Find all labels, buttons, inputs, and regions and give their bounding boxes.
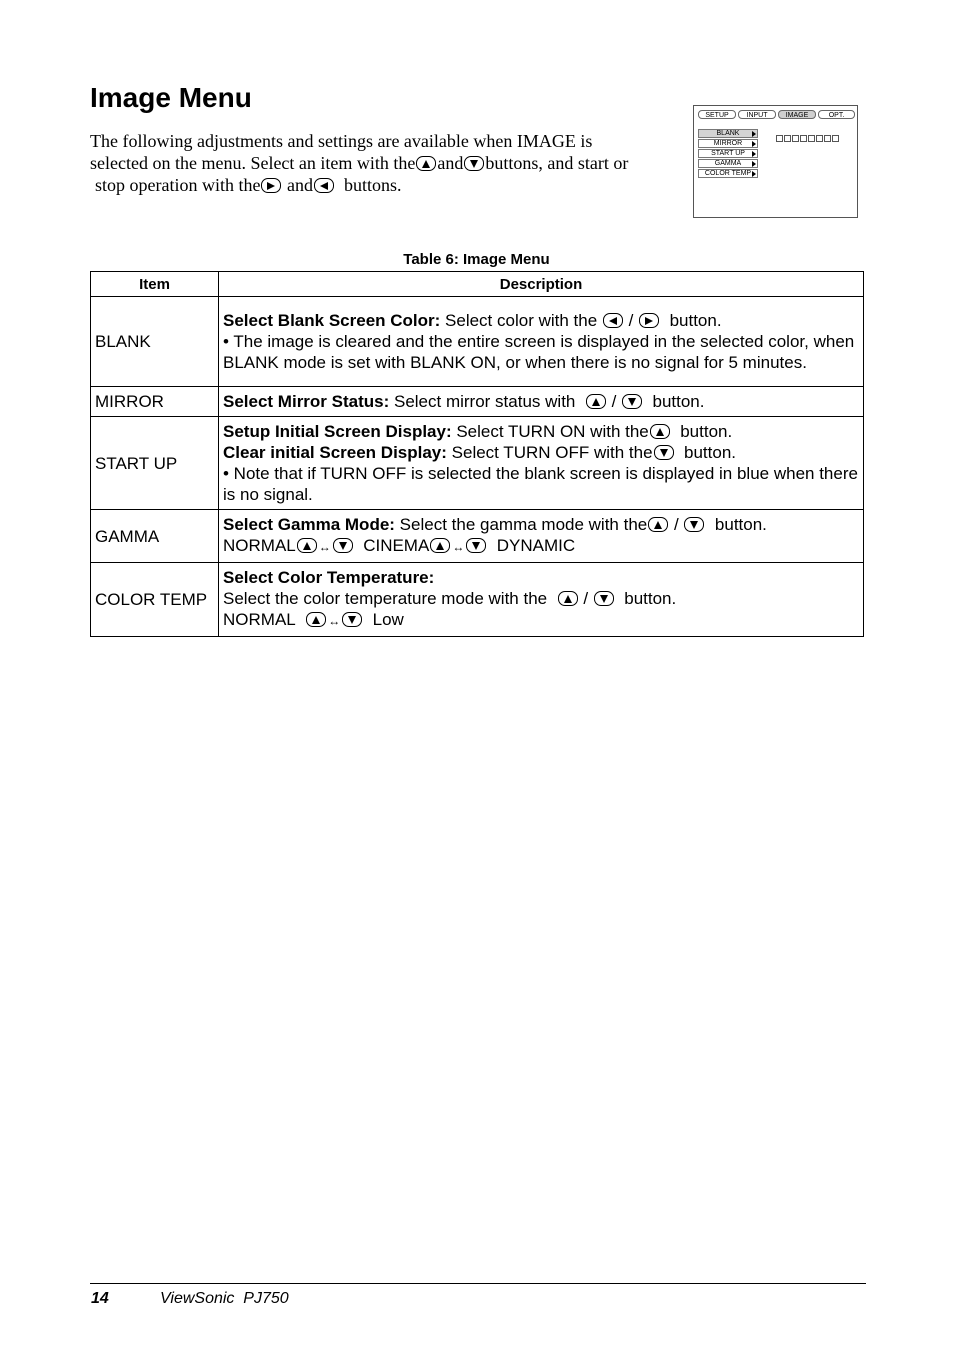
desc-bold: Select Color Temperature: xyxy=(223,568,435,587)
desc-bold: Select Gamma Mode: xyxy=(223,515,395,534)
row-description xyxy=(219,563,864,637)
intro-text: buttons. xyxy=(343,175,402,195)
intro-text: buttons, and start or xyxy=(485,153,629,173)
desc-line xyxy=(223,310,859,331)
osd-item-blank: BLANK xyxy=(698,129,758,138)
swatch xyxy=(832,135,839,142)
header-item: Item xyxy=(91,272,219,297)
desc-text: Select mirror status with xyxy=(389,392,576,411)
down-button-icon xyxy=(684,517,704,532)
osd-item-start-up: START UP xyxy=(698,149,758,158)
mode-label: Low xyxy=(372,610,404,629)
swatch xyxy=(808,135,815,142)
right-button-icon xyxy=(261,178,281,193)
up-button-icon xyxy=(430,538,450,553)
page-number: 14 xyxy=(91,1290,109,1307)
down-button-icon xyxy=(622,394,642,409)
intro-line-1: The following adjustments and settings are available when IMAGE is xyxy=(90,131,593,151)
table-row xyxy=(91,563,864,637)
table-row xyxy=(91,510,864,563)
table-row xyxy=(91,297,864,387)
intro-text: stop operation with the xyxy=(95,175,261,195)
row-description xyxy=(219,510,864,563)
separator: / xyxy=(628,311,634,330)
table-row xyxy=(91,387,864,417)
mode-label: NORMAL xyxy=(223,536,296,555)
down-button-icon xyxy=(654,445,674,460)
desc-bold: Select Blank Screen Color: xyxy=(223,311,441,330)
desc-text: Select TURN OFF with the xyxy=(446,443,653,462)
mode-label: DYNAMIC xyxy=(496,536,576,555)
osd-item-color-temp: COLOR TEMP xyxy=(698,169,758,178)
desc-text: button. xyxy=(669,311,722,330)
up-button-icon xyxy=(648,517,668,532)
left-button-icon xyxy=(603,313,623,328)
row-item-start-up: START UP xyxy=(91,417,219,510)
desc-line xyxy=(223,391,859,412)
desc-note: • Note that if TURN OFF is selected the blank screen is displayed in blue when there is no signal. xyxy=(223,464,858,504)
osd-tab-image: IMAGE xyxy=(778,110,816,119)
table-caption: Table 6: Image Menu xyxy=(403,251,550,268)
osd-items xyxy=(698,129,758,179)
swatch xyxy=(800,135,807,142)
footer-brand: ViewSonic PJ750 xyxy=(160,1290,289,1307)
separator: / xyxy=(673,515,679,534)
desc-text: button. xyxy=(714,515,767,534)
osd-tabs xyxy=(698,110,853,120)
down-button-icon xyxy=(333,538,353,553)
separator: / xyxy=(583,589,589,608)
desc-bold: Select Mirror Status: xyxy=(223,392,390,411)
up-button-icon xyxy=(650,424,670,439)
desc-line xyxy=(223,514,859,535)
osd-item-gamma: GAMMA xyxy=(698,159,758,168)
osd-tab-setup: SETUP xyxy=(698,110,736,119)
desc-text: button. xyxy=(680,422,733,441)
row-description xyxy=(219,297,864,387)
up-button-icon xyxy=(586,394,606,409)
down-button-icon xyxy=(342,612,362,627)
row-description xyxy=(219,417,864,510)
intro-line-3 xyxy=(90,174,680,196)
desc-line xyxy=(223,535,859,558)
up-button-icon xyxy=(558,591,578,606)
desc-text: Select TURN ON with the xyxy=(451,422,649,441)
osd-menu-illustration xyxy=(693,105,858,218)
swatch xyxy=(776,135,783,142)
mode-label: CINEMA xyxy=(363,536,430,555)
desc-text: button. xyxy=(624,589,677,608)
desc-text: Select the color temperature mode with the xyxy=(223,589,548,608)
mode-label: NORMAL xyxy=(223,610,296,629)
left-button-icon xyxy=(314,178,334,193)
desc-text: Select color with the xyxy=(440,311,598,330)
intro-text: and xyxy=(437,153,464,173)
swatch xyxy=(816,135,823,142)
row-item-blank: BLANK xyxy=(91,297,219,387)
row-item-gamma: GAMMA xyxy=(91,510,219,563)
intro-text: selected on the menu. Select an item with the xyxy=(90,153,416,173)
intro-line-2 xyxy=(90,152,680,174)
osd-item-mirror: MIRROR xyxy=(698,139,758,148)
down-button-icon xyxy=(594,591,614,606)
osd-tab-input: INPUT xyxy=(738,110,776,119)
intro-paragraph xyxy=(90,130,680,196)
row-description xyxy=(219,387,864,417)
swatch xyxy=(792,135,799,142)
double-arrow-icon: ↔ xyxy=(318,540,331,554)
desc-bold: Setup Initial Screen Display: xyxy=(223,422,452,441)
header-description: Description xyxy=(219,272,864,297)
desc-line xyxy=(223,421,859,442)
desc-text: button. xyxy=(652,392,705,411)
desc-line xyxy=(223,609,859,632)
desc-line xyxy=(223,442,859,463)
up-button-icon xyxy=(416,156,436,171)
desc-line xyxy=(223,588,859,609)
table-header-row xyxy=(91,272,864,297)
desc-note: • The image is cleared and the entire screen is displayed in the selected color, when BLANK mode is set with BLANK ON, or when there is no signal for 5 minutes. xyxy=(223,332,855,372)
double-arrow-icon: ↔ xyxy=(452,540,465,554)
image-menu-table xyxy=(90,271,864,637)
right-button-icon xyxy=(639,313,659,328)
separator: / xyxy=(611,392,617,411)
osd-tab-opt: OPT. xyxy=(818,110,855,119)
row-item-mirror: MIRROR xyxy=(91,387,219,417)
desc-bold: Clear initial Screen Display: xyxy=(223,443,447,462)
swatch xyxy=(824,135,831,142)
swatch xyxy=(784,135,791,142)
desc-text: Select the gamma mode with the xyxy=(394,515,648,534)
desc-line xyxy=(223,567,859,588)
down-button-icon xyxy=(464,156,484,171)
intro-text: and xyxy=(286,175,313,195)
table-row xyxy=(91,417,864,510)
footer-rule xyxy=(90,1283,866,1284)
up-button-icon xyxy=(297,538,317,553)
osd-color-swatches xyxy=(776,129,840,147)
desc-text: button. xyxy=(684,443,737,462)
down-button-icon xyxy=(466,538,486,553)
row-item-color-temp: COLOR TEMP xyxy=(91,563,219,637)
double-arrow-icon: ↔ xyxy=(328,614,341,628)
up-button-icon xyxy=(306,612,326,627)
page-title: Image Menu xyxy=(90,82,252,113)
